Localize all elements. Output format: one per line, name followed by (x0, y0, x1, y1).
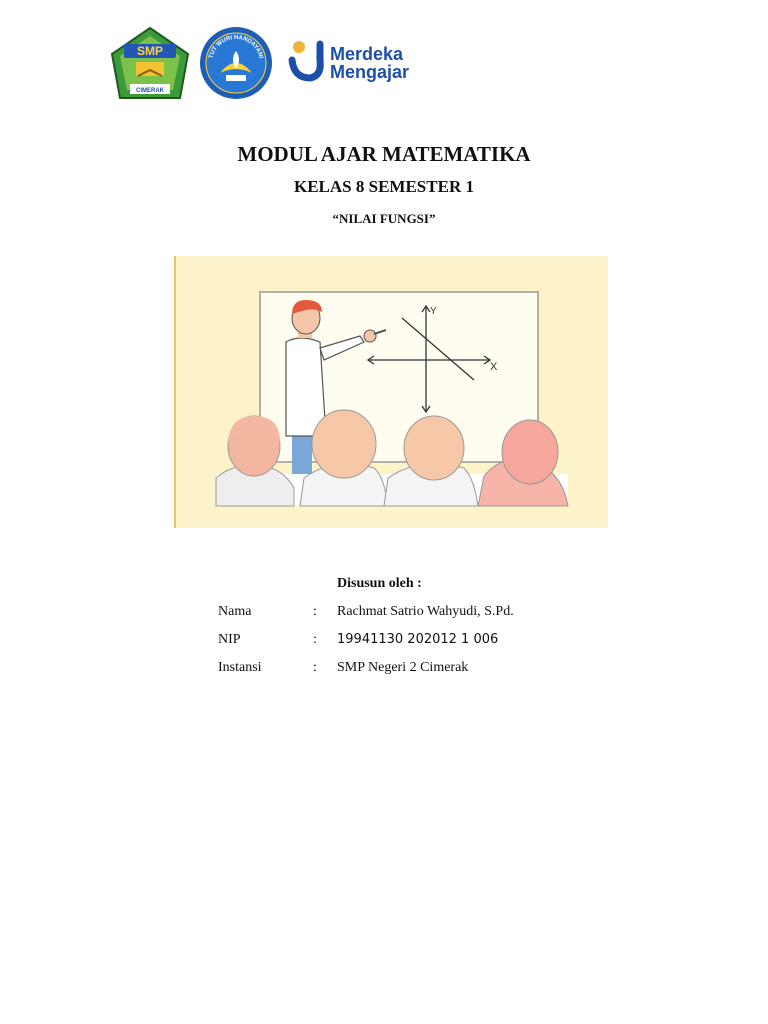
tut-wuri-text: TUT WURI HANDAYANI (208, 34, 264, 60)
merdeka-mengajar-logo (288, 38, 409, 88)
value-nama: Rachmat Satrio Wahyudi, S.Pd. (337, 604, 514, 619)
separator: : (313, 660, 317, 675)
x-axis-label: X (490, 361, 498, 373)
y-axis-label: Y (430, 306, 437, 317)
merdeka-line1: Merdeka (330, 44, 404, 64)
classroom-illustration (174, 256, 608, 528)
label-nama: Nama (218, 604, 252, 619)
topic-title: “NILAI FUNGSI” (332, 211, 436, 226)
author-heading: Disusun oleh : (337, 576, 422, 591)
smp-badge-caption: CIMERAK (136, 88, 164, 94)
separator: : (313, 632, 317, 647)
author-row-nip (0, 632, 768, 652)
separator: : (313, 604, 317, 619)
label-instansi: Instansi (218, 660, 262, 675)
page-subtitle: KELAS 8 SEMESTER 1 (294, 177, 474, 196)
page-title: MODUL AJAR MATEMATIKA (237, 142, 531, 166)
tut-wuri-handayani-logo (198, 25, 274, 101)
value-instansi: SMP Negeri 2 Cimerak (337, 660, 469, 675)
author-row-nama (0, 604, 768, 624)
author-row-instansi (0, 660, 768, 680)
label-nip: NIP (218, 632, 241, 647)
smp-badge-text: SMP (136, 44, 164, 58)
value-nip: 19941130 202012 1 006 (337, 632, 499, 647)
merdeka-mengajar-icon (288, 38, 326, 88)
merdeka-line2: Mengajar (330, 62, 410, 82)
smp-school-logo (110, 26, 190, 100)
logo-row (110, 24, 409, 102)
